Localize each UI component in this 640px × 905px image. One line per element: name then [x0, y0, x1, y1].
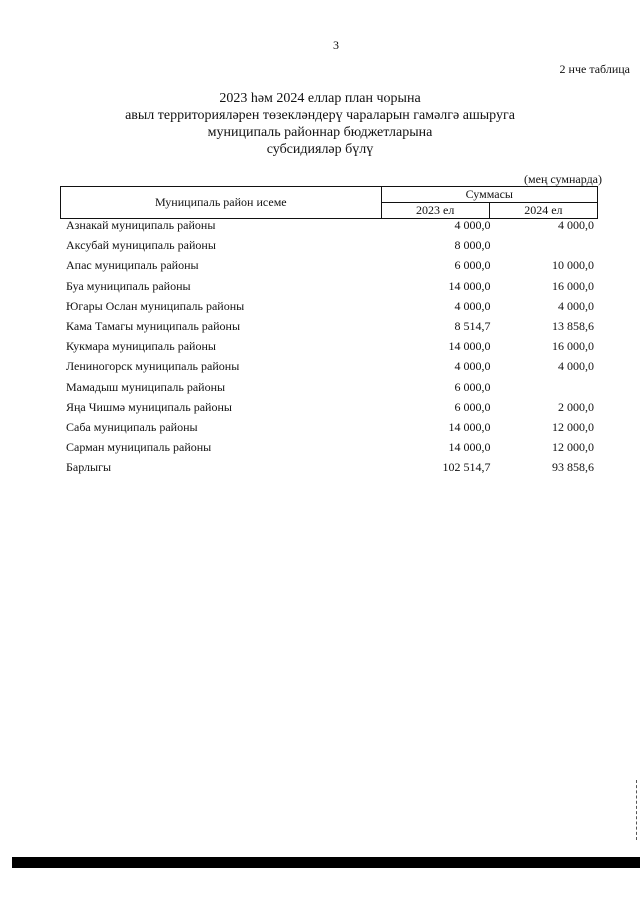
district-name: Саба муниципаль районы — [66, 419, 198, 434]
title-line: авыл территорияләрен төзеклəндерү чараларын гамәлгә ашыруга — [125, 108, 515, 123]
scan-edge-mark — [636, 780, 639, 840]
district-name: Лениногорск муниципаль районы — [66, 359, 240, 374]
value-2023: 14 000,0 — [448, 339, 491, 354]
value-2024 — [490, 377, 600, 397]
units-note: (мең сумнарда) — [524, 172, 602, 186]
district-name: Аксубай муниципаль районы — [66, 238, 216, 253]
value-2024 — [490, 235, 600, 255]
value-2023: 4 000,0 — [454, 298, 491, 313]
value-2023: 8 514,7 — [454, 319, 491, 334]
table-row — [60, 235, 600, 255]
table-row — [60, 417, 600, 437]
value-2024: 93 858,6 — [552, 460, 594, 475]
column-header-sum: Суммасы — [381, 187, 597, 203]
data-table — [60, 215, 600, 477]
district-name: Югары Ослан муниципаль районы — [66, 298, 245, 313]
value-2024: 16 000,0 — [552, 278, 594, 293]
table-row — [60, 377, 600, 397]
value-2023: 4 000,0 — [454, 359, 491, 374]
value-2024: 4 000,0 — [558, 359, 594, 374]
total-row — [60, 457, 600, 477]
table-row — [60, 255, 600, 275]
value-2023: 4 000,0 — [454, 218, 491, 233]
district-name: Апас муниципаль районы — [66, 258, 199, 273]
document-title — [0, 90, 640, 158]
district-name: Барлыгы — [66, 460, 112, 475]
column-header-2024: 2024 ел — [489, 203, 597, 219]
value-2023: 6 000,0 — [454, 399, 491, 414]
value-2023: 6 000,0 — [454, 379, 491, 394]
district-name: Яңа Чишмә муниципаль районы — [66, 399, 232, 414]
district-name: Буа муниципаль районы — [66, 278, 191, 293]
title-line: субсидияләр бүлү — [266, 142, 374, 157]
district-name: Кукмара муниципаль районы — [66, 339, 216, 354]
value-2024: 12 000,0 — [552, 440, 594, 455]
page-number: 3 — [333, 38, 339, 52]
table-label: 2 нче таблица — [559, 62, 630, 76]
table-row — [60, 437, 600, 457]
value-2024: 2 000,0 — [558, 399, 594, 414]
table-row — [60, 356, 600, 376]
value-2023: 14 000,0 — [448, 419, 491, 434]
table-row — [60, 276, 600, 296]
value-2023: 6 000,0 — [454, 258, 491, 273]
value-2024: 10 000,0 — [552, 258, 594, 273]
title-line: муниципаль районнар бюджетларына — [207, 125, 433, 140]
value-2023: 14 000,0 — [448, 278, 491, 293]
table-row — [60, 316, 600, 336]
table-row — [60, 296, 600, 316]
value-2024: 12 000,0 — [552, 419, 594, 434]
value-2024: 13 858,6 — [552, 319, 594, 334]
table-row — [60, 397, 600, 417]
value-2024: 4 000,0 — [558, 218, 594, 233]
title-line: 2023 һәм 2024 еллар план чорына — [219, 91, 421, 106]
column-header-2023: 2023 ел — [381, 203, 489, 219]
value-2023: 102 514,7 — [442, 460, 491, 475]
district-name: Мамадыш муниципаль районы — [66, 379, 226, 394]
district-name: Сарман муниципаль районы — [66, 440, 212, 455]
table-row — [60, 336, 600, 356]
table-row — [60, 215, 600, 235]
district-name: Азнакай муниципаль районы — [66, 218, 216, 233]
column-header-name: Муниципаль район исеме — [61, 187, 382, 219]
value-2023: 8 000,0 — [454, 238, 491, 253]
value-2023: 14 000,0 — [448, 440, 491, 455]
value-2024: 4 000,0 — [558, 298, 594, 313]
value-2024: 16 000,0 — [552, 339, 594, 354]
district-name: Кама Тамагы муниципаль районы — [66, 319, 241, 334]
scan-border — [12, 857, 640, 868]
